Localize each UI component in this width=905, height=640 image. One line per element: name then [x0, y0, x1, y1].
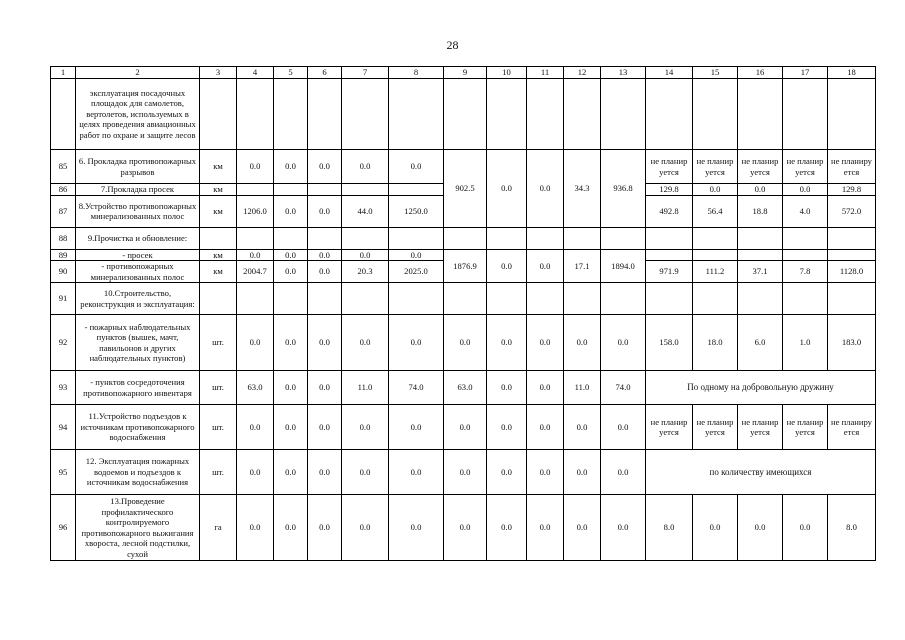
value-cell: 0.0 [274, 195, 308, 227]
value-cell: 0.0 [487, 405, 527, 450]
table-row [51, 315, 876, 371]
row-number: 89 [51, 249, 76, 261]
value-cell: 0.0 [487, 450, 527, 495]
value-cell: 183.0 [828, 315, 876, 371]
value-cell: 1206.0 [237, 195, 274, 227]
row-number: 87 [51, 195, 76, 227]
value-cell: 56.4 [693, 195, 738, 227]
column-header: 3 [200, 67, 237, 79]
value-cell: не планир уется [783, 150, 828, 184]
value-cell: 37.1 [738, 261, 783, 283]
value-cell: 0.0 [308, 405, 342, 450]
unit-cell: шт. [200, 405, 237, 450]
value-cell: 0.0 [342, 495, 389, 561]
value-cell: 1894.0 [601, 249, 646, 283]
row-name: 12. Эксплуатация пожарных водоемов и подъездов к источникам водоснабжения [76, 450, 200, 495]
row-number: 88 [51, 227, 76, 249]
value-cell: 0.0 [308, 261, 342, 283]
value-cell: 0.0 [389, 405, 444, 450]
value-cell: 902.5 [444, 150, 487, 228]
value-cell: 0.0 [237, 249, 274, 261]
column-header: 15 [693, 67, 738, 79]
table-row [51, 79, 876, 150]
value-cell: 0.0 [274, 261, 308, 283]
value-cell: 6.0 [738, 315, 783, 371]
value-cell: 0.0 [527, 405, 564, 450]
value-cell: 971.9 [646, 261, 693, 283]
value-cell: 0.0 [444, 405, 487, 450]
value-cell: 2004.7 [237, 261, 274, 283]
value-cell: 0.0 [308, 249, 342, 261]
column-header: 6 [308, 67, 342, 79]
value-cell: 0.0 [527, 150, 564, 228]
column-header: 8 [389, 67, 444, 79]
row-name: 6. Прокладка противопожарных разрывов [76, 150, 200, 184]
row-number: 90 [51, 261, 76, 283]
value-cell: 129.8 [646, 184, 693, 196]
column-header: 10 [487, 67, 527, 79]
value-cell: 63.0 [444, 371, 487, 405]
value-cell: 0.0 [444, 315, 487, 371]
value-cell: 0.0 [601, 315, 646, 371]
value-cell: 74.0 [601, 371, 646, 405]
row-name: 10.Строительство, реконструкция и эксплуатация: [76, 283, 200, 315]
value-cell: 572.0 [828, 195, 876, 227]
table-row [51, 249, 876, 261]
row-number [51, 79, 76, 150]
value-cell: 0.0 [389, 495, 444, 561]
column-header: 9 [444, 67, 487, 79]
value-cell: 0.0 [487, 249, 527, 283]
column-header: 17 [783, 67, 828, 79]
value-cell: 0.0 [274, 249, 308, 261]
value-cell: 0.0 [487, 371, 527, 405]
value-cell: 0.0 [274, 450, 308, 495]
value-cell: 0.0 [308, 150, 342, 184]
value-cell: 0.0 [487, 150, 527, 228]
row-number: 91 [51, 283, 76, 315]
value-cell: 0.0 [601, 495, 646, 561]
value-cell: 0.0 [237, 405, 274, 450]
table-row [51, 450, 876, 495]
value-cell: 1250.0 [389, 195, 444, 227]
table-row [51, 405, 876, 450]
value-cell: 0.0 [564, 450, 601, 495]
row-name: 13.Проведение профилактического контролируемого противопожарного выжигания хвороста, лесной подстилки, сухой [76, 495, 200, 561]
value-cell: 0.0 [308, 371, 342, 405]
merged-note-cell: По одному на добровольную дружину [646, 371, 876, 405]
value-cell: 936.8 [601, 150, 646, 228]
value-cell: не планир уется [693, 405, 738, 450]
value-cell: 0.0 [274, 405, 308, 450]
value-cell: 1.0 [783, 315, 828, 371]
merged-note-cell: по количеству имеющихся [646, 450, 876, 495]
unit-cell: га [200, 495, 237, 561]
value-cell: 0.0 [527, 450, 564, 495]
value-cell: 0.0 [342, 405, 389, 450]
table-row [51, 150, 876, 184]
value-cell: 7.8 [783, 261, 828, 283]
value-cell: 8.0 [646, 495, 693, 561]
row-number: 96 [51, 495, 76, 561]
value-cell: 0.0 [564, 405, 601, 450]
value-cell: 0.0 [342, 315, 389, 371]
value-cell: 18.8 [738, 195, 783, 227]
page-number: 28 [446, 38, 459, 52]
row-name: эксплуатация посадочных площадок для самолетов, вертолетов, используемых в целях проведения авиационных работ по охране и защите лесов [76, 79, 200, 150]
value-cell: 0.0 [342, 450, 389, 495]
value-cell: не планир уется [738, 405, 783, 450]
value-cell: 2025.0 [389, 261, 444, 283]
column-header: 1 [51, 67, 76, 79]
row-number: 85 [51, 150, 76, 184]
column-header: 14 [646, 67, 693, 79]
value-cell: 20.3 [342, 261, 389, 283]
row-number: 92 [51, 315, 76, 371]
column-header: 2 [76, 67, 200, 79]
row-name: 8.Устройство противопожарных минерализованных полос [76, 195, 200, 227]
column-header: 13 [601, 67, 646, 79]
value-cell: 0.0 [738, 184, 783, 196]
value-cell: не планир уется [693, 150, 738, 184]
value-cell: 0.0 [389, 150, 444, 184]
column-header: 18 [828, 67, 876, 79]
value-cell: 0.0 [389, 315, 444, 371]
value-cell: 0.0 [308, 315, 342, 371]
value-cell: 492.8 [646, 195, 693, 227]
value-cell: 11.0 [342, 371, 389, 405]
value-cell: 129.8 [828, 184, 876, 196]
value-cell: 0.0 [601, 405, 646, 450]
value-cell: 0.0 [738, 495, 783, 561]
column-header: 5 [274, 67, 308, 79]
value-cell: не планир уется [646, 405, 693, 450]
header-row [51, 67, 876, 79]
value-cell: 0.0 [487, 315, 527, 371]
unit-cell: км [200, 249, 237, 261]
value-cell: 17.1 [564, 249, 601, 283]
value-cell: 0.0 [308, 450, 342, 495]
value-cell: 0.0 [444, 495, 487, 561]
value-cell: 0.0 [308, 495, 342, 561]
unit-cell: шт. [200, 315, 237, 371]
value-cell: 0.0 [601, 450, 646, 495]
value-cell: 8.0 [828, 495, 876, 561]
value-cell: 0.0 [564, 315, 601, 371]
value-cell: 0.0 [783, 495, 828, 561]
row-number: 86 [51, 184, 76, 196]
row-name: - пунктов сосредоточения противопожарного инвентаря [76, 371, 200, 405]
value-cell: 4.0 [783, 195, 828, 227]
unit-cell: шт. [200, 371, 237, 405]
value-cell: 0.0 [527, 371, 564, 405]
value-cell: 0.0 [274, 315, 308, 371]
value-cell: 111.2 [693, 261, 738, 283]
table-row [51, 283, 876, 315]
row-name: - пожарных наблюдательных пунктов (вышек, мачт, павильонов и других наблюдательных пунктов) [76, 315, 200, 371]
unit-cell: км [200, 184, 237, 196]
value-cell: 63.0 [237, 371, 274, 405]
value-cell: 0.0 [389, 249, 444, 261]
value-cell: 0.0 [274, 150, 308, 184]
column-header: 12 [564, 67, 601, 79]
unit-cell: км [200, 150, 237, 184]
value-cell: 0.0 [342, 249, 389, 261]
row-number: 95 [51, 450, 76, 495]
value-cell: не планиру ется [828, 150, 876, 184]
row-name: 11.Устройство подъездов к источникам противопожарного водоснабжения [76, 405, 200, 450]
unit-cell: шт. [200, 450, 237, 495]
value-cell: 0.0 [274, 371, 308, 405]
value-cell: 0.0 [342, 150, 389, 184]
row-name: 9.Прочистка и обновление: [76, 227, 200, 249]
value-cell: 0.0 [237, 315, 274, 371]
value-cell: 0.0 [564, 495, 601, 561]
column-header: 7 [342, 67, 389, 79]
value-cell: не планир уется [783, 405, 828, 450]
value-cell: 0.0 [527, 495, 564, 561]
row-name: 7.Прокладка просек [76, 184, 200, 196]
value-cell: 34.3 [564, 150, 601, 228]
table-row [51, 227, 876, 249]
value-cell: 1876.9 [444, 249, 487, 283]
value-cell: 0.0 [527, 249, 564, 283]
value-cell: 0.0 [693, 184, 738, 196]
value-cell: 0.0 [237, 495, 274, 561]
value-cell: 0.0 [527, 315, 564, 371]
value-cell: 0.0 [783, 184, 828, 196]
value-cell: 0.0 [237, 450, 274, 495]
value-cell: 0.0 [487, 495, 527, 561]
value-cell: 158.0 [646, 315, 693, 371]
value-cell: 11.0 [564, 371, 601, 405]
value-cell: 74.0 [389, 371, 444, 405]
table-row [51, 495, 876, 561]
report-table [50, 66, 876, 561]
value-cell: 18.0 [693, 315, 738, 371]
column-header: 16 [738, 67, 783, 79]
row-name: - просек [76, 249, 200, 261]
column-header: 11 [527, 67, 564, 79]
value-cell: 44.0 [342, 195, 389, 227]
value-cell: 0.0 [389, 450, 444, 495]
table-row [51, 371, 876, 405]
unit-cell: км [200, 261, 237, 283]
value-cell: не планир уется [738, 150, 783, 184]
value-cell: 0.0 [693, 495, 738, 561]
value-cell: 1128.0 [828, 261, 876, 283]
row-number: 94 [51, 405, 76, 450]
value-cell: не планир уется [646, 150, 693, 184]
value-cell: 0.0 [237, 150, 274, 184]
unit-cell: км [200, 195, 237, 227]
row-name: - противопожарных минерализованных полос [76, 261, 200, 283]
column-header: 4 [237, 67, 274, 79]
value-cell: 0.0 [274, 495, 308, 561]
row-number: 93 [51, 371, 76, 405]
value-cell: 0.0 [444, 450, 487, 495]
value-cell: 0.0 [308, 195, 342, 227]
value-cell: не планиру ется [828, 405, 876, 450]
